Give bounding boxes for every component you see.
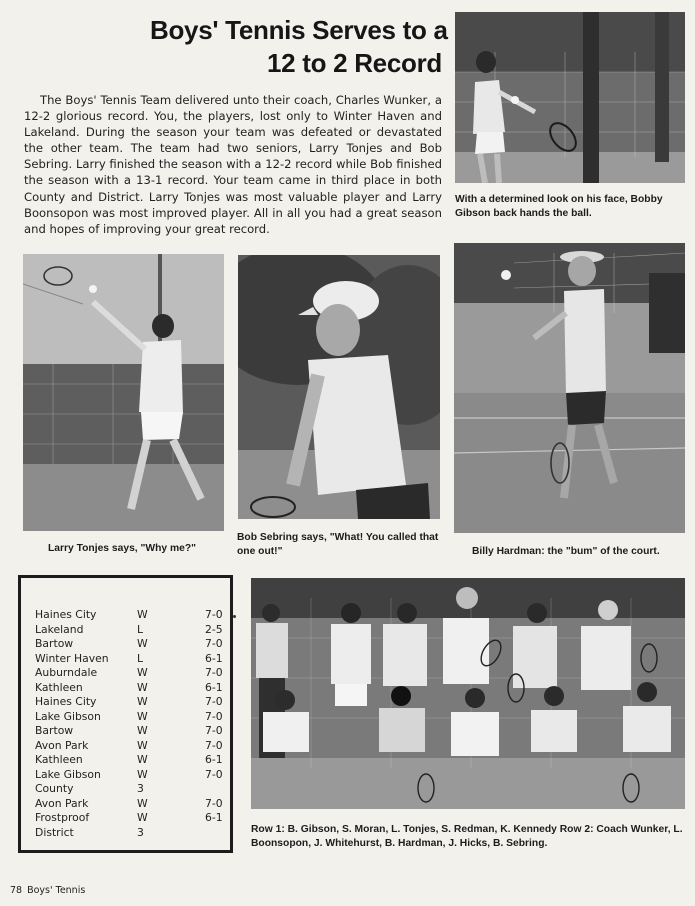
score-opponent: County [35, 782, 74, 795]
score-opponent: Haines City [35, 695, 97, 708]
score-row [35, 637, 225, 652]
stray-mark [233, 615, 236, 618]
score-result: W [137, 709, 148, 723]
photo-larry-tonjes [23, 254, 224, 531]
page-number: 78 [10, 885, 23, 896]
score-value: 6-1 [205, 811, 223, 824]
score-row [35, 782, 225, 797]
score-value: 7-0 [205, 738, 223, 752]
score-result: W [137, 738, 148, 752]
title-line-2: 12 to 2 Record [267, 48, 442, 78]
score-opponent: Lakeland [35, 622, 84, 636]
score-opponent: Frostproof [35, 811, 90, 824]
score-row [35, 797, 225, 812]
article-title [150, 14, 448, 80]
score-opponent: Lake Gibson [35, 767, 101, 781]
caption-team: Row 1: B. Gibson, S. Moran, L. Tonjes, S. Redman, K. Kennedy Row 2: Coach Wunker, L. Boonsopon, J. Whitehurst, B. Hardman, J. Hicks, B. Sebring. [251, 824, 683, 849]
score-result: W [137, 695, 148, 708]
score-result: W [137, 753, 148, 766]
score-opponent: Kathleen [35, 753, 83, 766]
score-value: 7-0 [205, 709, 223, 723]
score-value: 7-0 [205, 666, 223, 679]
score-result: W [137, 767, 148, 781]
score-opponent: Winter Haven [35, 651, 109, 665]
score-value: 7-0 [205, 637, 223, 650]
score-row [35, 652, 225, 667]
score-row [35, 666, 225, 681]
score-value: 7-0 [205, 724, 223, 737]
score-result: 3 [137, 782, 144, 795]
score-value: 6-1 [205, 753, 223, 766]
score-result: W [137, 608, 148, 621]
photo-team [251, 578, 685, 809]
score-opponent: Haines City [35, 608, 97, 621]
score-result: W [137, 724, 148, 737]
score-row [35, 623, 225, 638]
score-value: 7-0 [205, 695, 223, 708]
photo-billy-hardman [454, 243, 685, 533]
score-result: W [137, 796, 148, 810]
score-opponent: Bartow [35, 724, 74, 737]
season-results-box [18, 575, 233, 853]
score-row [35, 826, 225, 841]
score-value: 7-0 [205, 608, 223, 621]
score-value: 6-1 [205, 651, 223, 665]
score-value: 2-5 [205, 622, 223, 636]
score-row [35, 724, 225, 739]
score-row [35, 753, 225, 768]
score-result: L [137, 622, 144, 636]
score-row [35, 608, 225, 623]
score-result: W [137, 637, 148, 650]
page-footer [10, 885, 90, 896]
score-opponent: Bartow [35, 637, 74, 650]
section-name: Boys' Tennis [27, 885, 86, 896]
score-result: 3 [137, 825, 144, 839]
score-result: W [137, 811, 148, 824]
score-row [35, 695, 225, 710]
caption-billy-hardman: Billy Hardman: the "bum" of the court. [472, 546, 660, 557]
score-opponent: Avon Park [35, 796, 89, 810]
score-result: W [137, 680, 148, 694]
score-row [35, 739, 225, 754]
photo-bobby-gibson [455, 12, 685, 183]
title-line-1: Boys' Tennis Serves to a [150, 15, 448, 45]
caption-larry-tonjes: Larry Tonjes says, "Why me?" [48, 543, 197, 554]
caption-bobby-gibson: With a determined look on his face, Bobby Gibson back hands the ball. [455, 194, 663, 219]
score-opponent: Kathleen [35, 680, 83, 694]
article-body: The Boys' Tennis Team delivered unto their coach, Charles Wunker, a 12-2 glorious record. You, the players, lost only to Winter Haven and Lakeland. During the season your team was defeated or devastated the other team. The team had two seniors, Larry Tonjes and Bob Sebring. Larry finished the season with a 12-2 record while Bob finished the season with a 13-1 record. Your team came in third place in both County and District. Larry Tonjes was most valuable player and Larry Boonsopon was most improved player. All in all you had a great season and hopes of improving your great record. [24, 93, 442, 236]
photo-bob-sebring [238, 255, 440, 519]
score-opponent: Auburndale [35, 666, 98, 679]
score-opponent: District [35, 825, 74, 839]
score-result: W [137, 666, 148, 679]
score-opponent: Avon Park [35, 738, 89, 752]
score-row [35, 681, 225, 696]
caption-bob-sebring: Bob Sebring says, "What! You called that one out!" [237, 532, 439, 557]
score-value: 7-0 [205, 767, 223, 781]
score-row [35, 710, 225, 725]
score-opponent: Lake Gibson [35, 709, 101, 723]
score-result: L [137, 651, 144, 665]
score-value: 6-1 [205, 680, 223, 694]
score-row [35, 768, 225, 783]
score-row [35, 811, 225, 826]
score-value: 7-0 [205, 796, 223, 810]
